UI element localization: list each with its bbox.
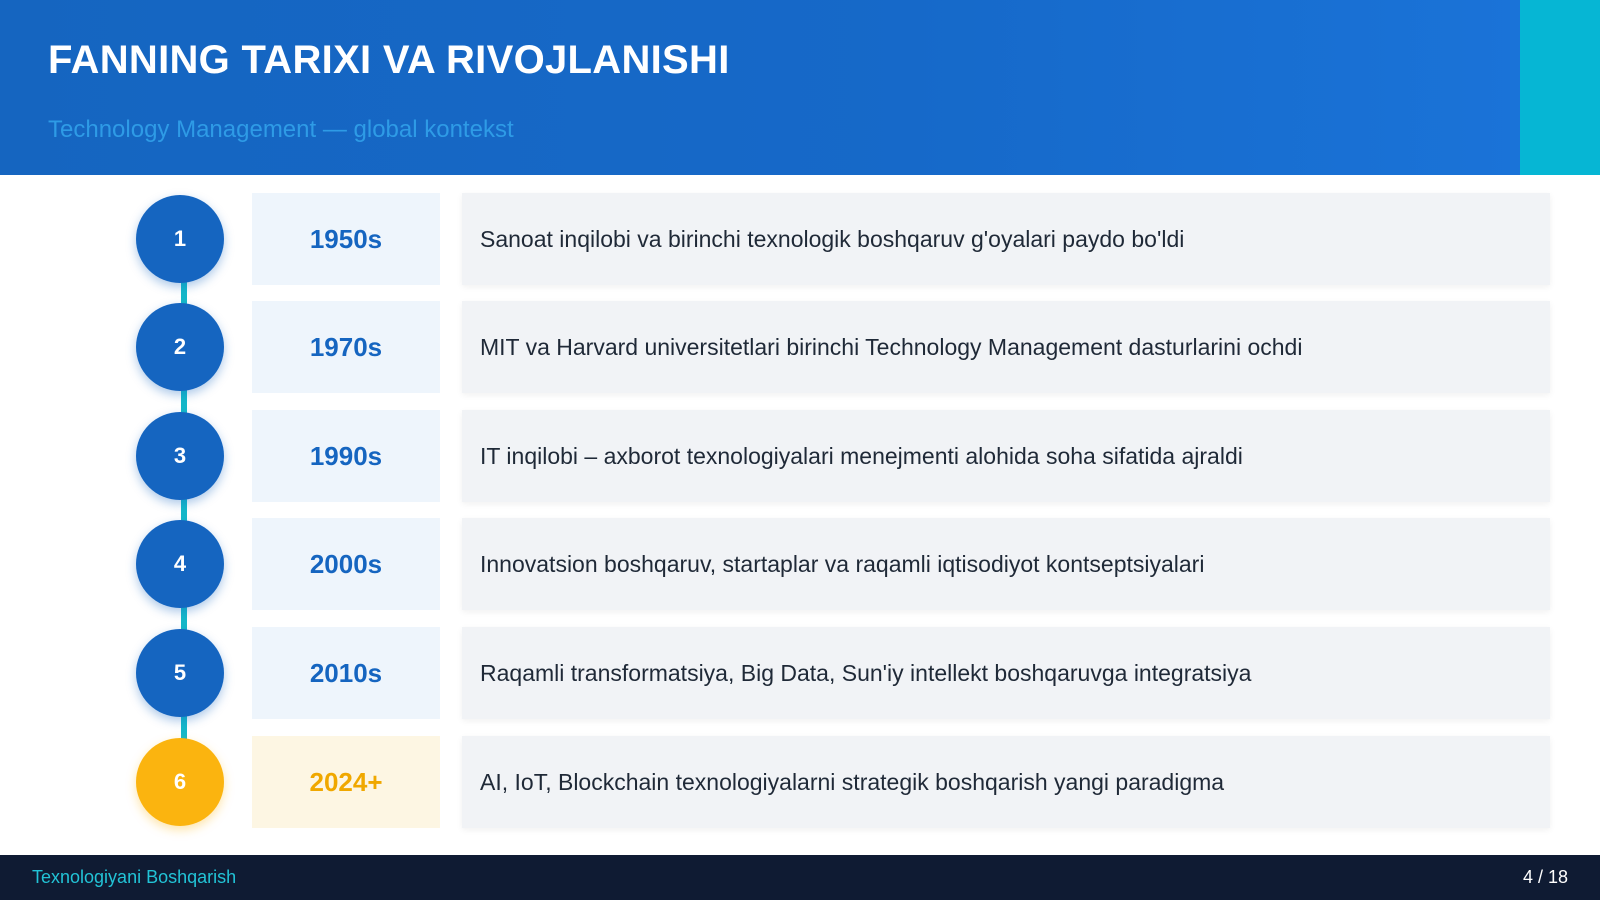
slide-footer xyxy=(0,855,1600,900)
year-label: 2000s xyxy=(252,518,440,610)
event-description: Raqamli transformatsiya, Big Data, Sun'iy intellekt boshqaruvga integratsiya xyxy=(462,627,1550,719)
step-number-circle: 5 xyxy=(136,629,224,717)
event-description: Sanoat inqilobi va birinchi texnologik boshqaruv g'oyalari paydo bo'ldi xyxy=(462,193,1550,285)
event-description: AI, IoT, Blockchain texnologiyalarni strategik boshqarish yangi paradigma xyxy=(462,736,1550,828)
timeline-row xyxy=(0,410,1600,502)
slide-page-number: 4 / 18 xyxy=(1522,867,1568,887)
step-number-circle: 2 xyxy=(136,303,224,391)
year-label: 1970s xyxy=(252,301,440,393)
slide-subtitle: Technology Management — global kontekst xyxy=(48,116,514,143)
year-label: 2010s xyxy=(252,627,440,719)
footer-course-title: Texnologiyani Boshqarish xyxy=(32,867,237,887)
slide-title: FANNING TARIXI VA RIVOJLANISHI xyxy=(48,38,730,82)
year-label-highlighted: 2024+ xyxy=(252,736,440,828)
step-number-circle-highlighted: 6 xyxy=(136,738,224,826)
event-description: Innovatsion boshqaruv, startaplar va raqamli iqtisodiyot kontseptsiyalari xyxy=(462,518,1550,610)
event-description: MIT va Harvard universitetlari birinchi Technology Management dasturlarini ochdi xyxy=(462,301,1550,393)
timeline-row xyxy=(0,193,1600,285)
timeline-row-highlighted xyxy=(0,736,1600,828)
year-label: 1950s xyxy=(252,193,440,285)
event-description: IT inqilobi – axborot texnologiyalari menejmenti alohida soha sifatida ajraldi xyxy=(462,410,1550,502)
timeline-row xyxy=(0,627,1600,719)
timeline-row xyxy=(0,518,1600,610)
year-label: 1990s xyxy=(252,410,440,502)
timeline-row xyxy=(0,301,1600,393)
step-number-circle: 1 xyxy=(136,195,224,283)
step-number-circle: 3 xyxy=(136,412,224,500)
step-number-circle: 4 xyxy=(136,520,224,608)
